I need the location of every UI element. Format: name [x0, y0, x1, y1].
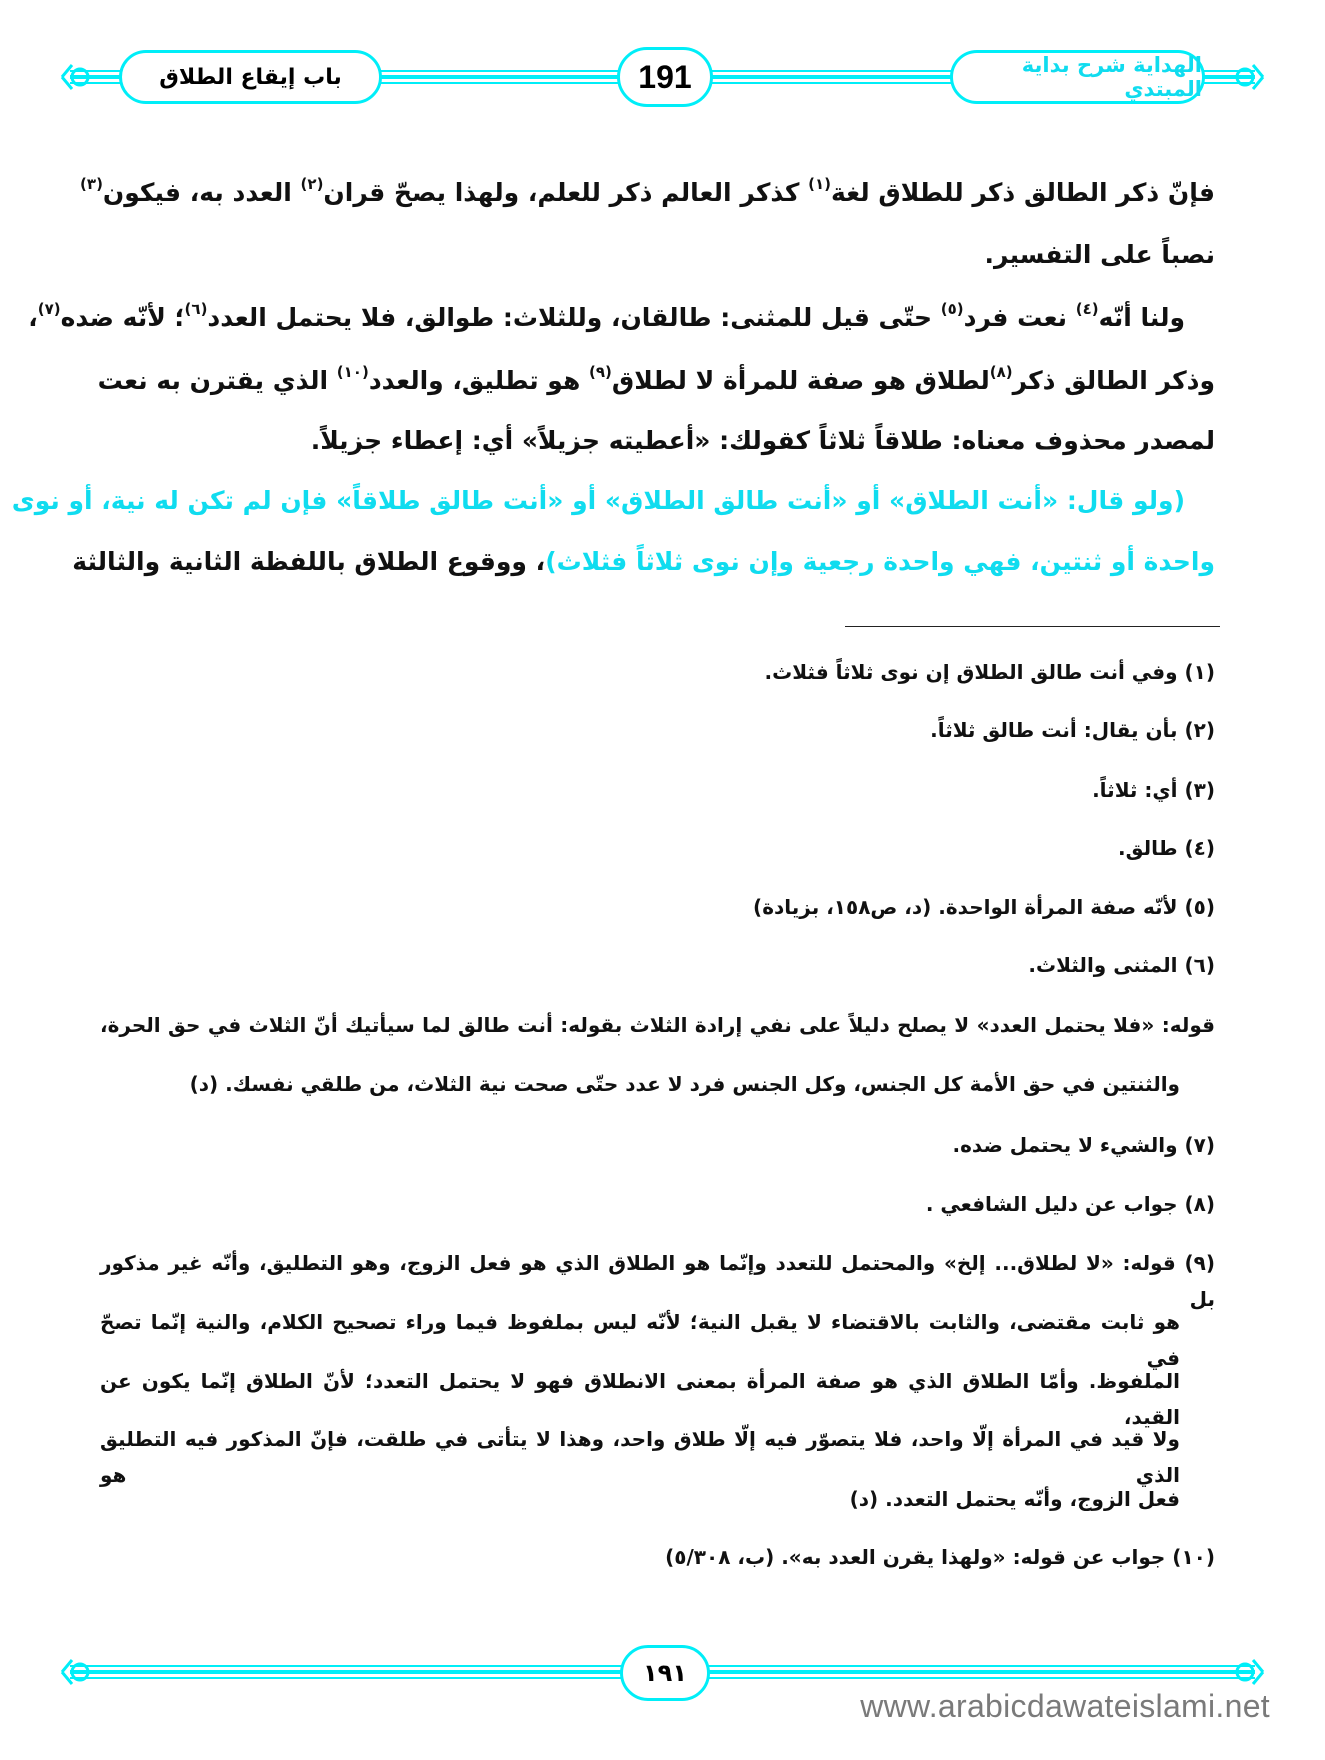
footnote-ref[interactable]: (٩) [589, 363, 612, 381]
book-title-badge [950, 50, 1205, 104]
text: ، ووقوع الطلاق باللفظة الثانية والثالثة [72, 547, 546, 576]
footnote-2: (٢) بأن يقال: أنت طالق ثلاثاً. [930, 718, 1215, 742]
footnote-ref[interactable]: (٨) [989, 363, 1013, 381]
footnote-9-cont: فعل الزوج، وأنّه يحتمل التعدد. (د) [849, 1487, 1180, 1511]
text: ولنا أنّه [1098, 303, 1185, 332]
text: لطلاق هو صفة للمرأة لا لطلاق [611, 366, 990, 395]
body-line-5 [100, 419, 1215, 463]
footnote-ref[interactable]: (٢) [300, 175, 324, 193]
page-number-badge [617, 47, 713, 107]
footnote-9-cont: هو ثابت مقتضى، والثابت بالاقتضاء لا يقبل النية؛ لأنّه ليس بملفوظ فيما وراء تصحيح الكلام، والنية إنّما تصحّ في [100, 1310, 1180, 1370]
footnote-ref[interactable]: (٦) [184, 300, 208, 318]
footnote-ref[interactable]: (١) [808, 175, 831, 193]
footnote-ref[interactable]: (٤) [1075, 300, 1099, 318]
body-line-4 [97, 359, 1215, 403]
text: هو تطليق، والعدد [368, 366, 589, 395]
matn-text: واحدة أو ثنتين، فهي واحدة رجعية وإن نوى ثلاثاً فثلاث) [545, 547, 1215, 576]
footnote-ref[interactable]: (٣) [80, 175, 103, 193]
text: ؛ لأنّه ضده [60, 303, 185, 332]
footnote-10: (١٠) جواب عن قوله: «ولهذا يقرن العدد به». (ب، ٥/٣٠٨) [665, 1545, 1215, 1569]
footnote-3: (٣) أي: ثلاثاً. [1092, 778, 1215, 802]
body-line-3 [28, 296, 1185, 340]
text: الذي يقترن به نعت [97, 366, 337, 395]
matn-line-2 [72, 540, 1215, 584]
watermark: www.arabicdawateislami.net [860, 1688, 1270, 1724]
body-line-2 [100, 233, 1215, 277]
chapter-title: باب إيقاع الطلاق [159, 64, 342, 90]
footnote-ref[interactable]: (٥) [940, 300, 964, 318]
footnote-1: (١) وفي أنت طالق الطلاق إن نوى ثلاثاً فثلاث. [764, 660, 1215, 684]
footnote-8: (٨) جواب عن دليل الشافعي . [925, 1192, 1215, 1216]
text: كذكر العالم ذكر للعلم، ولهذا يصحّ قران [323, 178, 809, 207]
matn-line-1 [11, 479, 1185, 523]
chapter-title-badge [119, 50, 382, 104]
footnote-7: (٧) والشيء لا يحتمل ضده. [952, 1133, 1215, 1157]
text: العدد به، فيكون [102, 178, 301, 207]
body-line-1 [80, 171, 1215, 215]
footnote-6-comment-cont: والثنتين في حق الأمة كل الجنس، وكل الجنس فرد لا عدد حتّى صحت نية الثلاث، من طلقي نفسك. (د) [189, 1072, 1180, 1096]
footnote-ref[interactable]: (١٠) [336, 363, 369, 381]
text: نصباً على التفسير. [984, 240, 1215, 269]
footnote-9-cont: الملفوظ. وأمّا الطلاق الذي هو صفة المرأة بمعنى الانطلاق فهو لا يحتمل التعدد؛ لأنّ الطلاق إنّما يكون عن القيد، [100, 1369, 1180, 1429]
text: لمصدر محذوف معناه: طلاقاً ثلاثاً كقولك: «أعطيته جزيلاً» أي: إعطاء جزيلاً. [310, 426, 1215, 455]
footnote-9: (٩) قوله: «لا لطلاق... إلخ» والمحتمل للتعدد وإنّما هو الطلاق الذي هو فعل الزوج، وهو التطليق، وأنّه غير مذكور بل [100, 1251, 1215, 1311]
text: حتّى قيل للمثنى: طالقان، وللثلاث: طوالق، فلا يحتمل العدد [207, 303, 941, 332]
footnote-6-comment: قوله: «فلا يحتمل العدد» لا يصلح دليلاً على نفي إرادة الثلاث بقوله: أنت طالق لما سيأتيك أنّ الثلاث في حق الحرة، [100, 1013, 1215, 1037]
text: وذكر الطالق ذكر [1012, 366, 1215, 395]
text: ، [28, 303, 38, 332]
footnote-4: (٤) طالق. [1118, 836, 1215, 860]
footnote-ref[interactable]: (٧) [37, 300, 61, 318]
matn-text: (ولو قال: «أنت الطلاق» أو «أنت طالق الطلاق» أو «أنت طالق طلاقاً» فإن لم تكن له نية، أو نوى [11, 486, 1185, 515]
text: فإنّ ذكر الطالق ذكر للطلاق لغة [830, 178, 1215, 207]
footnote-5: (٥) لأنّه صفة المرأة الواحدة. (د، ص١٥٨، بزيادة) [753, 895, 1215, 919]
book-title: الهداية شرح بداية المبتدي [1021, 53, 1202, 101]
footnote-9-cont: ولا قيد في المرأة إلّا واحد، فلا يتصوّر فيه إلّا طلاق واحد، وهذا لا يتأتى في طلقت، فإنّ المذكور فيه التطليق الذي هو [100, 1427, 1180, 1487]
footer-page-number-badge [620, 1645, 710, 1701]
footnote-6: (٦) المثنى والثلاث. [1028, 953, 1215, 977]
text: نعت فرد [963, 303, 1076, 332]
footnote-separator [845, 626, 1220, 627]
page-number: 191 [638, 58, 692, 95]
footer-page-number: ١٩١ [643, 1659, 687, 1687]
